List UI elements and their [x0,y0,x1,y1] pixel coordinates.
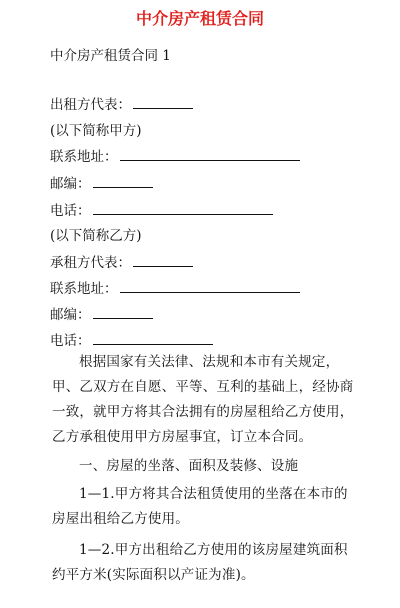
address-a-blank [120,146,300,161]
lessor-rep-label: 出租方代表： [50,97,131,113]
phone-b-label: 电话： [50,333,91,349]
phone-a-label: 电话： [50,203,91,219]
phone-b-blank [93,330,213,345]
lessee-rep-field [50,252,193,273]
document-title: 中介房产租赁合同 [135,9,264,28]
postcode-a-label: 邮编： [50,176,91,192]
address-b-label: 联系地址： [50,281,118,297]
postcode-b-label: 邮编： [50,307,91,323]
postcode-b-field [50,304,153,325]
lessee-rep-blank [133,252,193,267]
clause-1-1: 1—1.甲方将其合法租赁使用的坐落在本市的房屋出租给乙方使用。 [52,486,348,527]
section-1-heading: 一、房屋的坐落、面积及装修、设施 [79,458,299,474]
document-subtitle: 中介房产租赁合同 1 [50,48,171,64]
intro-paragraph: 根据国家有关法律、法规和本市有关规定，甲、乙双方在自愿、平等、互利的基础上，经协商一致，就甲方将其合法拥有的房屋租给乙方使用，乙方承租使用甲方房屋事宜，订立本合同。 [52,354,354,445]
phone-a-field [50,200,273,221]
party-b-note: (以下简称乙方) [50,228,142,244]
lessor-rep-blank [133,94,193,109]
address-a-label: 联系地址： [50,149,118,165]
postcode-b-blank [93,304,153,319]
postcode-a-blank [93,173,153,188]
address-a-field [50,146,300,167]
lessor-rep-field [50,94,193,115]
postcode-a-field [50,173,153,194]
phone-b-field [50,330,213,351]
clause-1-2: 1—2.甲方出租给乙方使用的该房屋建筑面积约平方米(实际面积以产证为准)。 [52,542,348,583]
address-b-field [50,278,300,299]
phone-a-blank [93,200,273,215]
lessee-rep-label: 承租方代表： [50,255,131,271]
address-b-blank [120,278,300,293]
party-a-note: (以下简称甲方) [50,123,142,139]
